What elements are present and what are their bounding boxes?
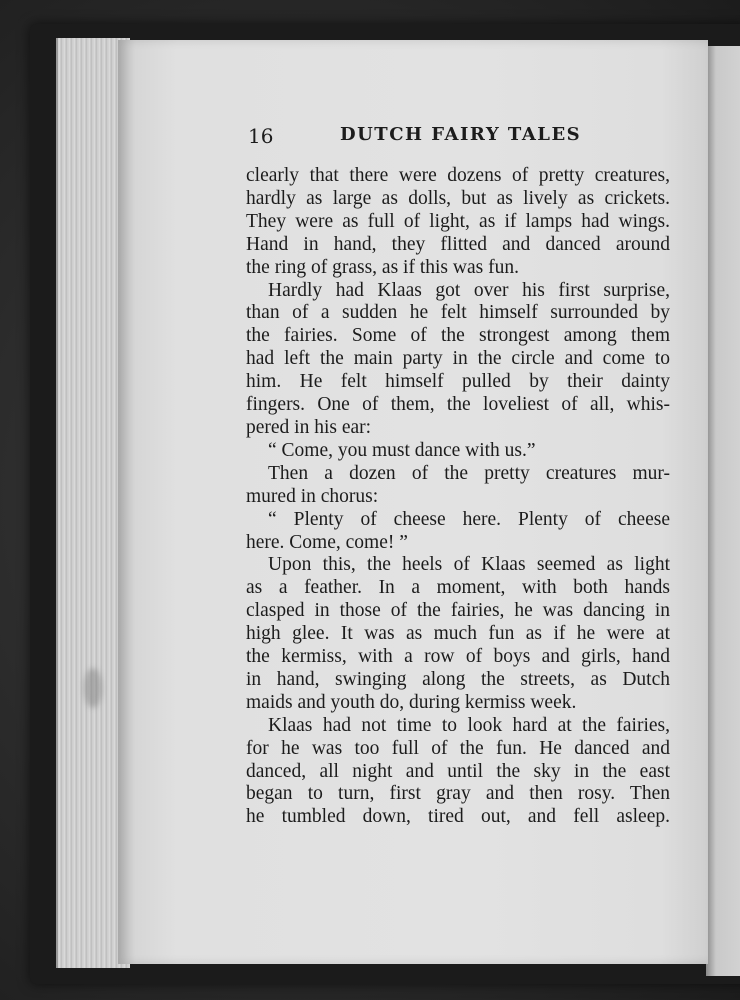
text-line: mured in chorus: [246,485,379,507]
text-line: as a feather. In a moment, with both hands [246,577,670,599]
text-line: had left the main party in the circle and come to [246,348,670,370]
text-line: he tumbled down, tired out, and fell asleep. [246,806,670,828]
text-line: “ Plenty of cheese here. Plenty of cheese [268,508,670,530]
text-line: here. Come, come! ” [246,531,408,553]
text-line: Upon this, the heels of Klaas seemed as light [268,554,670,576]
text-line: for he was too full of the fun. He danced and [246,737,670,759]
text-line: clearly that there were dozens of pretty creatures, [246,165,670,186]
text-line: than of a sudden he felt himself surrounded by [246,302,670,324]
text-line: “ Come, you must dance with us.” [268,439,536,461]
text-line: high glee. It was as much fun as if he were at [246,623,670,645]
text-line: fingers. One of them, the loveliest of all, whis- [246,394,670,416]
text-line: pered in his ear: [246,416,372,438]
text-line: hardly as large as dolls, but as lively as crickets. [246,187,670,209]
text-line: They were as full of light, as if lamps had wings. [246,210,670,232]
page-stain [84,668,102,708]
text-line: Hand in hand, they flitted and danced around [246,233,670,255]
text-line: clasped in those of the fairies, he was dancing in [246,600,670,622]
text-line: the ring of grass, as if this was fun. [246,256,519,278]
text-line: Hardly had Klaas got over his first surprise, [268,279,670,301]
page-header [248,124,668,154]
text-line: the kermiss, with a row of boys and girls, hand [246,646,670,668]
text-line: him. He felt himself pulled by their dainty [246,371,670,393]
running-head: DUTCH FAIRY TALES [340,124,582,145]
text-line: began to turn, first gray and then rosy. Then [246,783,670,805]
page-edge-right [706,46,740,976]
text-line: Klaas had not time to look hard at the fairies, [268,714,670,736]
text-line: Then a dozen of the pretty creatures mur- [268,462,670,484]
text-line: the fairies. Some of the strongest among them [246,325,670,347]
page-number: 16 [248,124,274,148]
text-line: in hand, swinging along the streets, as Dutch [246,668,670,690]
text-line: maids and youth do, during kermiss week. [246,691,577,713]
text-line: danced, all night and until the sky in the east [246,760,670,782]
body-text [246,165,670,829]
